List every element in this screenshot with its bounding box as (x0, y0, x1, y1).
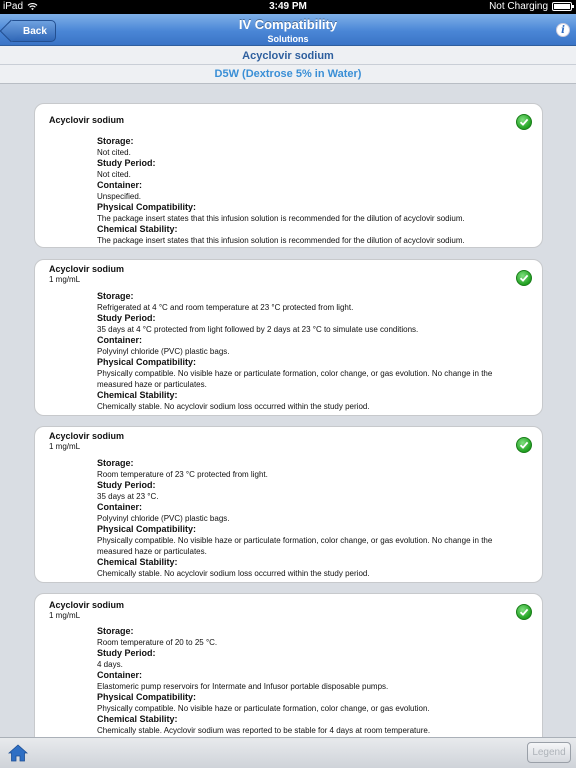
compatibility-card (34, 426, 543, 583)
physical-compatibility-value: The package insert states that this infusion solution is recommended for the dilution of acyclovir sodium. (97, 214, 465, 223)
card-drug-name: Acyclovir sodium (49, 115, 125, 125)
status-right (489, 1, 572, 12)
bottom-toolbar (0, 737, 576, 768)
container-label: Container: (97, 335, 142, 345)
card-details (97, 626, 530, 736)
storage-label: Storage: (97, 626, 134, 636)
chemical-stability-label: Chemical Stability: (97, 224, 178, 234)
card-details (97, 291, 530, 412)
legend-button[interactable]: Legend (527, 742, 571, 763)
chemical-stability-value: The package insert states that this infusion solution is recommended for the dilution of acyclovir sodium. (97, 236, 465, 245)
card-details (97, 136, 530, 246)
container-label: Container: (97, 502, 142, 512)
physical-compatibility-value: Physically compatible. No visible haze or particulate formation, color change, or gas evolution. No change in the measured haze or particulates. (97, 536, 493, 556)
chemical-stability-label: Chemical Stability: (97, 557, 178, 567)
device-name: iPad (3, 1, 24, 12)
study-period-value: 35 days at 4 °C protected from light followed by 2 days at 23 °C to simulate use conditions. (97, 325, 419, 334)
chemical-stability-value: Chemically stable. No acyclovir sodium loss occurred within the study period. (97, 402, 370, 411)
clock: 3:49 PM (269, 1, 307, 12)
compatibility-card (34, 103, 543, 248)
compatible-check-icon (516, 270, 532, 286)
drug-header (0, 46, 576, 84)
drug-title: Acyclovir sodium (242, 50, 334, 62)
storage-label: Storage: (97, 136, 134, 146)
study-period-label: Study Period: (97, 648, 156, 658)
physical-compatibility-label: Physical Compatibility: (97, 202, 197, 212)
solution-title: D5W (Dextrose 5% in Water) (214, 68, 362, 80)
page-title: IV Compatibility (238, 17, 338, 32)
study-period-value: 4 days. (97, 660, 123, 669)
storage-label: Storage: (97, 291, 134, 301)
physical-compatibility-value: Physically compatible. No visible haze or particulate formation, color change, or gas evolution. No change in the measured haze or particulates. (97, 369, 493, 389)
info-icon[interactable]: i (556, 23, 570, 37)
storage-value: Room temperature of 20 to 25 °C. (97, 638, 218, 647)
compatibility-list[interactable] (0, 85, 576, 737)
storage-value: Refrigerated at 4 °C and room temperature at 23 °C protected from light. (97, 303, 354, 312)
back-button-label: Back (23, 26, 47, 37)
study-period-value: 35 days at 23 °C. (97, 492, 159, 501)
battery-icon (552, 2, 572, 11)
charging-status: Not Charging (489, 1, 548, 12)
compatible-check-icon (516, 114, 532, 130)
physical-compatibility-label: Physical Compatibility: (97, 524, 197, 534)
compatible-check-icon (516, 437, 532, 453)
study-period-value: Not cited. (97, 170, 131, 179)
compatibility-card (34, 259, 543, 416)
card-drug-name: Acyclovir sodium (49, 264, 125, 274)
container-value: Polyvinyl chloride (PVC) plastic bags. (97, 347, 230, 356)
status-bar (0, 0, 576, 14)
study-period-label: Study Period: (97, 313, 156, 323)
card-drug-name: Acyclovir sodium (49, 431, 125, 441)
storage-label: Storage: (97, 458, 134, 468)
card-details (97, 458, 530, 579)
physical-compatibility-label: Physical Compatibility: (97, 692, 197, 702)
page-subtitle: Solutions (267, 34, 309, 44)
card-concentration: 1 mg/mL (49, 442, 81, 451)
compatibility-card (34, 593, 543, 737)
container-value: Unspecified. (97, 192, 142, 201)
storage-value: Room temperature of 23 °C protected from light. (97, 470, 268, 479)
physical-compatibility-label: Physical Compatibility: (97, 357, 197, 367)
home-icon[interactable] (8, 744, 28, 762)
physical-compatibility-value: Physically compatible. No visible haze or particulate formation, color change, or gas evolution. (97, 704, 430, 713)
chemical-stability-label: Chemical Stability: (97, 390, 178, 400)
card-concentration: 1 mg/mL (49, 611, 81, 620)
container-value: Elastomeric pump reservoirs for Intermate and Infusor portable disposable pumps. (97, 682, 389, 691)
chemical-stability-value: Chemically stable. Acyclovir sodium was reported to be stable for 4 days at room temperature. (97, 726, 431, 735)
container-label: Container: (97, 670, 142, 680)
card-drug-name: Acyclovir sodium (49, 600, 125, 610)
navigation-bar (0, 14, 576, 46)
header-divider (0, 64, 576, 65)
container-value: Polyvinyl chloride (PVC) plastic bags. (97, 514, 230, 523)
study-period-label: Study Period: (97, 158, 156, 168)
storage-value: Not cited. (97, 148, 131, 157)
chemical-stability-value: Chemically stable. No acyclovir sodium loss occurred within the study period. (97, 569, 370, 578)
container-label: Container: (97, 180, 142, 190)
card-concentration: 1 mg/mL (49, 275, 81, 284)
chemical-stability-label: Chemical Stability: (97, 714, 178, 724)
study-period-label: Study Period: (97, 480, 156, 490)
compatible-check-icon (516, 604, 532, 620)
